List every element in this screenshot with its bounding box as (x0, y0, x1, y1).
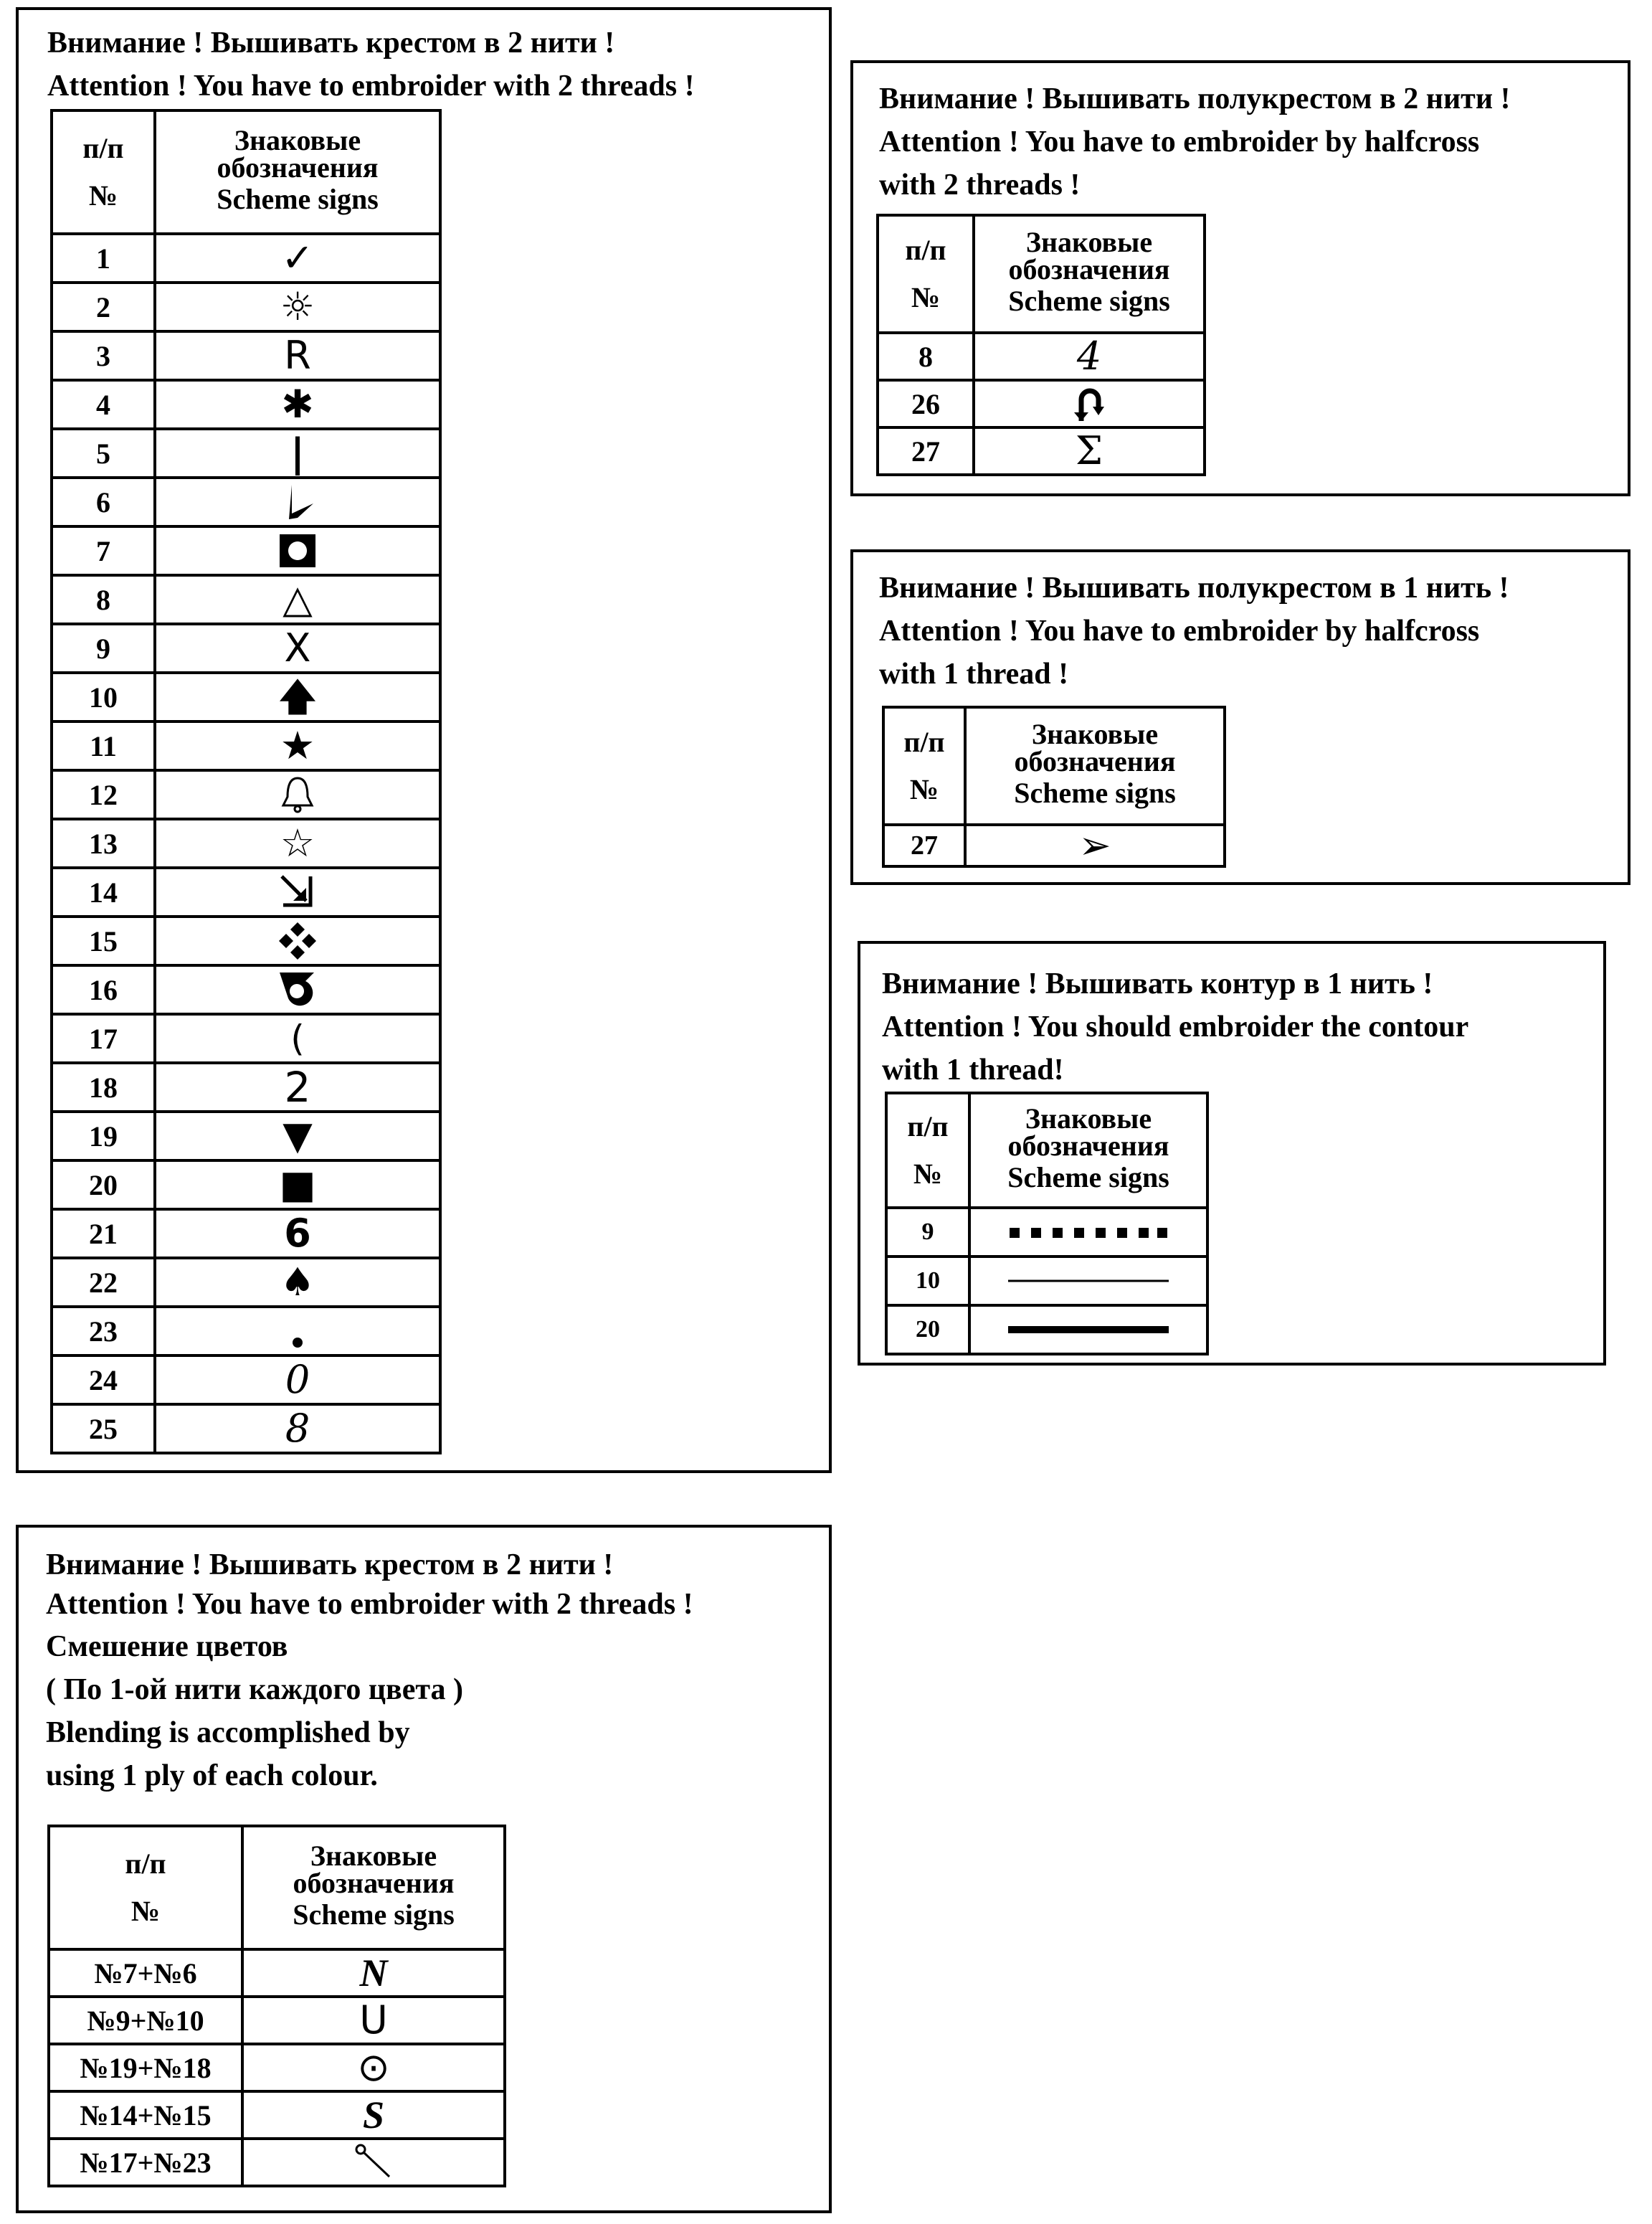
row-number: №19+№18 (49, 2044, 242, 2091)
header-sign (969, 1093, 1207, 1208)
header-line: № (88, 179, 118, 212)
heading-line: Внимание ! Вышивать полукрестом в 2 нити ! (879, 82, 1511, 115)
scheme-sign--icon: ⊙ (242, 2044, 505, 2091)
table-row (52, 1014, 440, 1063)
heading-line: with 2 threads ! (879, 169, 1081, 202)
scheme-sign-dot-icon (155, 1307, 440, 1355)
scheme-sign-6-icon: 6 (155, 1209, 440, 1258)
scheme-sign-2-icon: 2 (155, 1063, 440, 1112)
heading-line: Attention ! You have to embroider by halfcross (879, 615, 1480, 648)
row-number: 3 (52, 331, 155, 380)
header-sign (965, 707, 1225, 825)
row-number: 7 (52, 526, 155, 575)
header-line: Scheme signs (1007, 1161, 1169, 1193)
row-number: 18 (52, 1063, 155, 1112)
row-number: 1 (52, 234, 155, 283)
scheme-sign-arrow-down-right-corner-icon (155, 868, 440, 917)
header-line: Scheme signs (293, 1898, 455, 1931)
header-line: п/п (125, 1847, 166, 1880)
header-line: Scheme signs (1014, 777, 1176, 809)
row-number: 19 (52, 1112, 155, 1160)
heading-line: Attention ! You should embroider the contour (882, 1011, 1469, 1044)
table-row (52, 526, 440, 575)
heading-line: with 1 thread ! (879, 658, 1069, 691)
heading-line: Внимание ! Вышивать крестом в 2 нити ! (46, 1548, 614, 1581)
table-row (878, 333, 1205, 380)
scheme-sign-bell-icon (155, 770, 440, 819)
table-row (52, 380, 440, 429)
header-line: № (911, 281, 941, 313)
table-row (49, 2091, 505, 2139)
table-row (52, 1112, 440, 1160)
heading-line: Внимание ! Вышивать контур в 1 нить ! (882, 967, 1433, 1000)
header-number (52, 110, 155, 234)
table-row (52, 868, 440, 917)
scheme-sign-flag-with-hole-icon (155, 965, 440, 1014)
header-line: обозначения (1008, 253, 1170, 285)
legend-table (47, 1825, 506, 2187)
scheme-sign-hook-arrow-icon (974, 380, 1205, 427)
table-row (52, 1258, 440, 1307)
table-row (886, 1257, 1207, 1305)
scheme-sign--icon: ➢ (965, 825, 1225, 866)
scheme-sign--icon: 🡅 (155, 673, 440, 721)
heading-line: Внимание ! Вышивать полукрестом в 1 нить ! (879, 572, 1509, 605)
scheme-sign-four-diamonds-icon (155, 917, 440, 965)
table-row (49, 1949, 505, 1997)
scheme-sign--icon: △ (155, 575, 440, 624)
legend-table (885, 1092, 1209, 1355)
table-row (52, 1355, 440, 1404)
scheme-sign-dotted-line-icon (969, 1208, 1207, 1257)
table-row (52, 331, 440, 380)
scheme-sign-check-arrow-icon (155, 478, 440, 526)
row-number: 27 (878, 427, 974, 475)
row-number: №17+№23 (49, 2139, 242, 2186)
legend-panel-contour (858, 941, 1606, 1366)
table-row (52, 624, 440, 673)
header-line: № (913, 1158, 943, 1190)
header-number (49, 1826, 242, 1949)
header-number (883, 707, 965, 825)
row-number: 12 (52, 770, 155, 819)
scheme-sign-U-icon: U (242, 1997, 505, 2044)
table-row (52, 1404, 440, 1453)
table-row (52, 478, 440, 526)
legend-table (50, 109, 442, 1454)
scheme-sign-thin-line-icon (969, 1257, 1207, 1305)
row-number: 13 (52, 819, 155, 868)
scheme-sign--icon: ■ (155, 1160, 440, 1209)
heading-line: Attention ! You have to embroider with 2 threads ! (46, 1588, 693, 1621)
table-row (52, 770, 440, 819)
table-row (49, 1997, 505, 2044)
table-row (52, 1209, 440, 1258)
row-number: 10 (886, 1257, 969, 1305)
row-number: №7+№6 (49, 1949, 242, 1997)
panel-heading (879, 77, 1511, 207)
scheme-sign-8-icon: 8 (155, 1404, 440, 1453)
table-row (52, 1063, 440, 1112)
panel-heading (47, 22, 695, 108)
scheme-sign-X-icon: X (155, 624, 440, 673)
row-number: 23 (52, 1307, 155, 1355)
header-line: Знаковые (1031, 718, 1159, 750)
scheme-sign--icon: ☆ (155, 819, 440, 868)
table-row (878, 380, 1205, 427)
scheme-sign--icon: Σ (974, 427, 1205, 475)
row-number: 14 (52, 868, 155, 917)
row-number: 9 (52, 624, 155, 673)
scheme-sign-S-icon: S (242, 2091, 505, 2139)
legend-table (882, 706, 1226, 868)
header-line: Знаковые (1025, 226, 1153, 258)
row-number: 21 (52, 1209, 155, 1258)
legend-panel-halfcross-1 (850, 549, 1630, 885)
scheme-sign--icon: ☼ (155, 283, 440, 331)
row-number: 26 (878, 380, 974, 427)
row-number: 15 (52, 917, 155, 965)
header-number (886, 1093, 969, 1208)
row-number: 25 (52, 1404, 155, 1453)
legend-table (876, 214, 1206, 476)
heading-line: Attention ! You have to embroider by halfcross (879, 126, 1480, 158)
panel-heading (882, 962, 1468, 1092)
row-number: 5 (52, 429, 155, 478)
scheme-sign--icon: ( (155, 1014, 440, 1063)
row-number: 4 (52, 380, 155, 429)
table-row (52, 575, 440, 624)
table-row (52, 234, 440, 283)
row-number: №9+№10 (49, 1997, 242, 2044)
scheme-sign--icon: ♠ (155, 1258, 440, 1307)
scheme-sign--icon: ▼ (155, 1112, 440, 1160)
heading-line: with 1 thread! (882, 1054, 1064, 1087)
row-number: 6 (52, 478, 155, 526)
legend-panel-halfcross-2 (850, 60, 1630, 496)
heading-line: Blending is accomplished by (46, 1716, 410, 1749)
row-number: 9 (886, 1208, 969, 1257)
header-sign (974, 215, 1205, 333)
row-number: 10 (52, 673, 155, 721)
table-row (52, 965, 440, 1014)
row-number: 20 (52, 1160, 155, 1209)
heading-line: Смешение цветов (46, 1630, 288, 1663)
scheme-sign-square-with-hole-icon (155, 526, 440, 575)
table-row (52, 429, 440, 478)
header-line: Знаковые (310, 1840, 437, 1872)
header-number (878, 215, 974, 333)
table-row (52, 721, 440, 770)
header-line: Scheme signs (217, 183, 379, 215)
header-line: п/п (82, 132, 124, 164)
header-sign (155, 110, 440, 234)
legend-panel-blending (16, 1525, 832, 2213)
legend-panel-main (16, 7, 832, 1473)
row-number: 8 (52, 575, 155, 624)
row-number: 8 (878, 333, 974, 380)
row-number: 17 (52, 1014, 155, 1063)
table-row (886, 1208, 1207, 1257)
row-number: 2 (52, 283, 155, 331)
scheme-sign-R-icon: R (155, 331, 440, 380)
heading-line: Внимание ! Вышивать крестом в 2 нити ! (47, 27, 615, 60)
row-number: 16 (52, 965, 155, 1014)
table-row (52, 283, 440, 331)
scheme-sign--icon: ✱ (155, 380, 440, 429)
table-row (52, 673, 440, 721)
header-line: п/п (905, 234, 946, 266)
header-line: п/п (903, 726, 945, 758)
header-line: № (130, 1895, 161, 1927)
scheme-sign-pin-icon (242, 2139, 505, 2186)
row-number: 22 (52, 1258, 155, 1307)
header-line: Знаковые (234, 124, 361, 156)
row-number: №14+№15 (49, 2091, 242, 2139)
header-line: обозначения (1007, 1130, 1169, 1162)
header-line: обозначения (217, 151, 379, 184)
table-row (52, 1307, 440, 1355)
header-line: № (909, 773, 939, 805)
row-number: 20 (886, 1305, 969, 1354)
table-row (883, 825, 1225, 866)
panel-heading (46, 1546, 693, 1797)
scheme-sign-0-icon: 0 (155, 1355, 440, 1404)
header-line: п/п (907, 1110, 949, 1142)
panel-heading (879, 567, 1509, 696)
table-row (52, 917, 440, 965)
header-sign (242, 1826, 505, 1949)
header-line: Scheme signs (1008, 285, 1170, 317)
header-line: обозначения (293, 1867, 455, 1899)
table-row (52, 1160, 440, 1209)
scheme-sign-thick-line-icon (969, 1305, 1207, 1354)
header-line: Знаковые (1025, 1102, 1152, 1135)
table-row (878, 427, 1205, 475)
heading-line: using 1 ply of each colour. (46, 1759, 378, 1792)
scheme-sign--icon: ✓ (155, 234, 440, 283)
row-number: 27 (883, 825, 965, 866)
row-number: 24 (52, 1355, 155, 1404)
row-number: 11 (52, 721, 155, 770)
table-row (52, 819, 440, 868)
scheme-sign--icon: | (155, 429, 440, 478)
table-row (49, 2044, 505, 2091)
header-line: обозначения (1014, 745, 1176, 777)
heading-line: ( По 1-ой нити каждого цвета ) (46, 1673, 464, 1706)
scheme-sign-N-icon: N (242, 1949, 505, 1997)
table-row (49, 2139, 505, 2186)
scheme-sign--icon: ★ (155, 721, 440, 770)
table-row (886, 1305, 1207, 1354)
heading-line: Attention ! You have to embroider with 2 threads ! (47, 70, 695, 103)
scheme-sign-4-icon: 4 (974, 333, 1205, 380)
